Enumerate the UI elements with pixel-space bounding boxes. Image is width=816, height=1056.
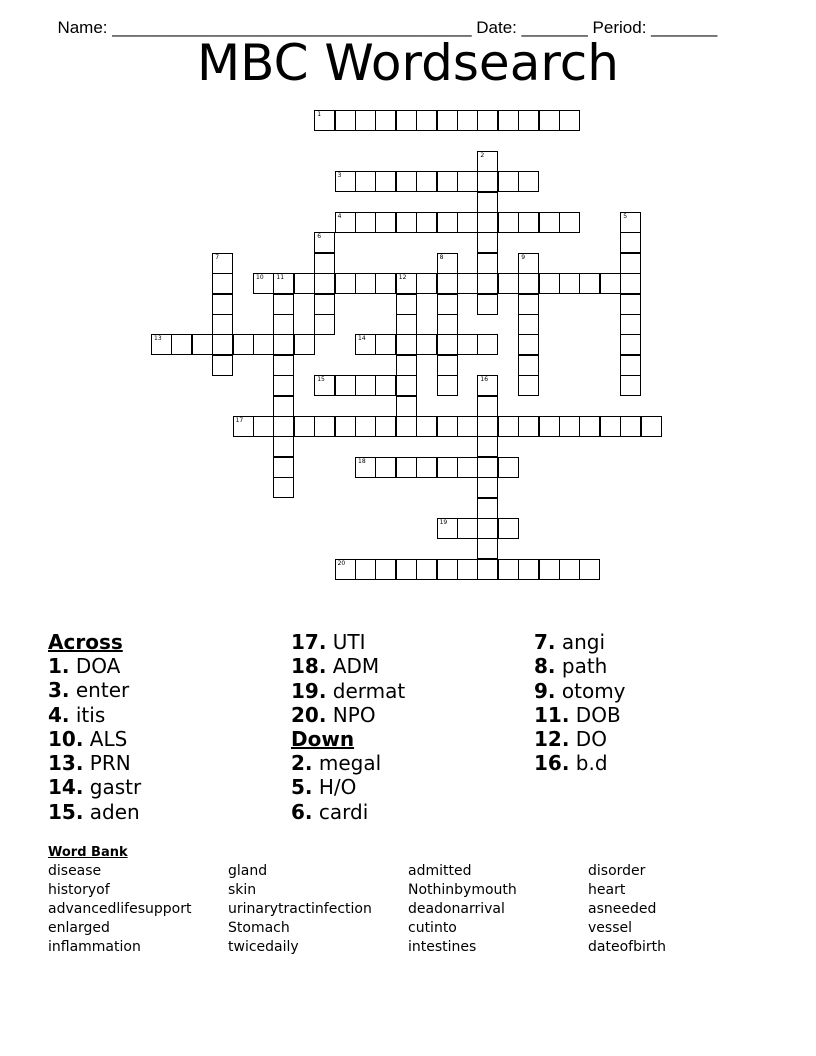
word-bank-word: advancedlifesupport — [48, 901, 192, 917]
clue-number: 4. — [48, 702, 70, 727]
crossword-cell[interactable] — [477, 334, 498, 355]
crossword-cell[interactable] — [151, 334, 172, 355]
clue-number: 9. — [534, 678, 556, 703]
across-clue-list — [48, 654, 141, 824]
clue-item — [534, 751, 626, 775]
crossword-cell[interactable] — [477, 498, 498, 519]
crossword-cell[interactable] — [559, 416, 580, 437]
clue-text: ADM — [332, 654, 380, 679]
clue-text: path — [561, 654, 608, 679]
clue-number: 10. — [48, 726, 84, 751]
period-label: Period: — [592, 18, 647, 37]
crossword-cell[interactable] — [335, 559, 356, 580]
crossword-cell[interactable] — [498, 518, 519, 539]
crossword-cell[interactable] — [212, 253, 233, 274]
crossword-cell[interactable] — [212, 355, 233, 376]
clues-column-3 — [534, 630, 626, 776]
crossword-cell[interactable] — [416, 110, 437, 131]
word-bank-word: twicedaily — [228, 939, 299, 955]
crossword-cell[interactable] — [477, 518, 498, 539]
crossword-cell[interactable] — [477, 538, 498, 559]
clue-text: otomy — [561, 678, 626, 703]
crossword-cell[interactable] — [437, 273, 458, 294]
clue-number: 16 — [480, 376, 489, 384]
word-bank-word: enlarged — [48, 920, 110, 936]
crossword-cell[interactable] — [457, 518, 478, 539]
crossword-cell[interactable] — [477, 232, 498, 253]
crossword-cell[interactable] — [641, 416, 662, 437]
crossword-cell[interactable] — [539, 212, 560, 233]
crossword-cell[interactable] — [314, 232, 335, 253]
word-bank-column-2 — [228, 862, 372, 957]
crossword-cell[interactable] — [355, 273, 376, 294]
crossword-cell[interactable] — [396, 273, 417, 294]
crossword-cell[interactable] — [396, 314, 417, 335]
crossword-cell[interactable] — [600, 416, 621, 437]
crossword-cell[interactable] — [477, 436, 498, 457]
word-bank-word: disorder — [588, 863, 646, 879]
crossword-cell[interactable] — [518, 559, 539, 580]
crossword-cell[interactable] — [192, 334, 213, 355]
crossword-cell[interactable] — [355, 559, 376, 580]
down-clue-list — [291, 751, 405, 824]
clue-text: DOB — [575, 702, 621, 727]
crossword-cell[interactable] — [437, 212, 458, 233]
crossword-cell[interactable] — [620, 232, 641, 253]
clue-text: enter — [75, 678, 130, 703]
clue-number: 12 — [398, 274, 407, 282]
crossword-cell[interactable] — [273, 436, 294, 457]
crossword-cell[interactable] — [396, 110, 417, 131]
clue-text: itis — [75, 702, 106, 727]
crossword-cell[interactable] — [620, 416, 641, 437]
crossword-cell[interactable] — [375, 212, 396, 233]
crossword-cell[interactable] — [620, 334, 641, 355]
crossword-cell[interactable] — [273, 355, 294, 376]
clue-item — [291, 703, 405, 727]
crossword-cell[interactable] — [477, 396, 498, 417]
crossword-cell[interactable] — [314, 294, 335, 315]
crossword-cell[interactable] — [620, 253, 641, 274]
crossword-cell[interactable] — [273, 477, 294, 498]
word-bank-word: skin — [228, 882, 257, 898]
crossword-cell[interactable] — [498, 559, 519, 580]
clue-text: H/O — [318, 775, 357, 800]
crossword-cell[interactable] — [233, 334, 254, 355]
crossword-cell[interactable] — [253, 334, 274, 355]
crossword-cell[interactable] — [539, 416, 560, 437]
clue-item — [48, 751, 141, 775]
crossword-cell[interactable] — [518, 110, 539, 131]
crossword-cell[interactable] — [396, 457, 417, 478]
crossword-cell[interactable] — [477, 375, 498, 396]
word-bank-word: cutinto — [408, 920, 457, 936]
clue-text: DOA — [75, 654, 121, 678]
crossword-cell[interactable] — [355, 334, 376, 355]
clue-number: 8 — [439, 253, 444, 261]
clue-item — [291, 679, 405, 703]
crossword-cell[interactable] — [273, 396, 294, 417]
crossword-cell[interactable] — [518, 253, 539, 274]
crossword-cell[interactable] — [396, 355, 417, 376]
clue-number: 6 — [317, 233, 322, 241]
crossword-cell[interactable] — [477, 416, 498, 437]
crossword-cell[interactable] — [375, 171, 396, 192]
crossword-cell[interactable] — [212, 314, 233, 335]
word-bank-word: admitted — [408, 863, 472, 879]
crossword-cell[interactable] — [396, 396, 417, 417]
crossword-cell[interactable] — [518, 314, 539, 335]
clue-number: 13 — [154, 335, 162, 343]
clue-number: 6. — [291, 799, 313, 824]
crossword-cell[interactable] — [477, 457, 498, 478]
word-bank-column-3 — [408, 862, 517, 957]
clue-text: aden — [89, 799, 140, 824]
clue-text: NPO — [332, 702, 376, 727]
date-field[interactable]: _______ — [516, 18, 593, 37]
clue-number: 20 — [337, 559, 346, 567]
clue-item — [534, 727, 626, 751]
crossword-cell[interactable] — [273, 416, 294, 437]
crossword-cell[interactable] — [457, 559, 478, 580]
crossword-cell[interactable] — [314, 110, 335, 131]
crossword-cell[interactable] — [457, 110, 478, 131]
clue-item — [48, 775, 141, 799]
crossword-cell[interactable] — [294, 416, 315, 437]
crossword-cell[interactable] — [457, 416, 478, 437]
crossword-cell[interactable] — [355, 457, 376, 478]
crossword-cell[interactable] — [314, 416, 335, 437]
name-field[interactable]: ______________________________________ — [107, 18, 477, 37]
crossword-cell[interactable] — [498, 110, 519, 131]
clues-column-1 — [48, 630, 141, 824]
crossword-cell[interactable] — [518, 171, 539, 192]
crossword-cell[interactable] — [416, 559, 437, 580]
clue-number: 3. — [48, 678, 70, 703]
crossword-cell[interactable] — [579, 559, 600, 580]
clue-item — [291, 751, 405, 775]
crossword-cell[interactable] — [437, 334, 458, 355]
word-bank-column-4 — [588, 862, 666, 957]
crossword-cell[interactable] — [396, 212, 417, 233]
crossword-cell[interactable] — [600, 273, 621, 294]
crossword-cell[interactable] — [253, 416, 274, 437]
crossword-cell[interactable] — [375, 559, 396, 580]
clue-number: 7 — [215, 253, 220, 261]
crossword-cell[interactable] — [273, 334, 294, 355]
word-bank-word: deadonarrival — [408, 901, 505, 917]
crossword-cell[interactable] — [559, 212, 580, 233]
crossword-cell[interactable] — [559, 273, 580, 294]
crossword-cell[interactable] — [477, 171, 498, 192]
clue-number: 3 — [337, 172, 342, 180]
crossword-cell[interactable] — [396, 375, 417, 396]
crossword-cell[interactable] — [437, 416, 458, 437]
crossword-cell[interactable] — [477, 273, 498, 294]
crossword-cell[interactable] — [396, 171, 417, 192]
crossword-cell[interactable] — [437, 171, 458, 192]
crossword-cell[interactable] — [335, 416, 356, 437]
crossword-cell[interactable] — [396, 416, 417, 437]
crossword-cell[interactable] — [518, 375, 539, 396]
crossword-cell[interactable] — [620, 212, 641, 233]
page-title: MBC Wordsearch — [197, 34, 619, 92]
crossword-cell[interactable] — [437, 253, 458, 274]
clue-number: 17 — [235, 417, 244, 424]
clue-number: 4 — [337, 213, 342, 220]
crossword-cell[interactable] — [416, 171, 437, 192]
crossword-cell[interactable] — [294, 334, 315, 355]
clue-number: 12. — [534, 727, 570, 752]
crossword-cell[interactable] — [396, 334, 417, 355]
down-heading: Down — [291, 727, 355, 752]
date-label: Date: — [476, 18, 517, 37]
name-label: Name: — [57, 18, 108, 37]
crossword-cell[interactable] — [457, 171, 478, 192]
clue-number: 11. — [534, 702, 570, 727]
clue-number: 15. — [48, 799, 84, 824]
clue-number: 8. — [534, 654, 556, 679]
clue-number: 16. — [534, 751, 570, 776]
crossword-cell[interactable] — [294, 273, 315, 294]
clue-text: cardi — [318, 799, 369, 824]
crossword-cell[interactable] — [518, 334, 539, 355]
crossword-cell[interactable] — [437, 518, 458, 539]
crossword-cell[interactable] — [314, 253, 335, 274]
crossword-cell[interactable] — [539, 110, 560, 131]
crossword-cell[interactable] — [273, 314, 294, 335]
crossword-cell[interactable] — [212, 294, 233, 315]
crossword-cell[interactable] — [498, 416, 519, 437]
clue-item — [48, 678, 141, 702]
crossword-cell[interactable] — [620, 314, 641, 335]
period-field[interactable]: _______ — [646, 18, 718, 37]
clue-text: gastr — [89, 775, 142, 800]
crossword-cell[interactable] — [518, 294, 539, 315]
crossword-cell[interactable] — [335, 212, 356, 233]
crossword-cell[interactable] — [171, 334, 192, 355]
clue-item — [291, 630, 405, 654]
crossword-cell[interactable] — [477, 212, 498, 233]
clue-text: ALS — [89, 726, 128, 751]
crossword-cell[interactable] — [416, 212, 437, 233]
clue-number: 17. — [291, 630, 327, 654]
word-bank-title: Word Bank — [48, 845, 128, 860]
clue-number: 1. — [48, 654, 70, 678]
crossword-cell[interactable] — [314, 375, 335, 396]
across-heading: Across — [48, 630, 123, 654]
crossword-cell[interactable] — [498, 212, 519, 233]
clue-number: 15 — [317, 376, 325, 384]
crossword-cell[interactable] — [620, 375, 641, 396]
crossword-cell[interactable] — [233, 416, 254, 437]
crossword-cell[interactable] — [437, 294, 458, 315]
crossword-cell[interactable] — [375, 334, 396, 355]
clue-item — [534, 703, 626, 727]
crossword-cell[interactable] — [620, 355, 641, 376]
crossword-cell[interactable] — [375, 273, 396, 294]
word-bank-word: vessel — [588, 920, 632, 936]
clue-number: 2. — [291, 751, 313, 776]
crossword-cell[interactable] — [416, 416, 437, 437]
crossword-cell[interactable] — [396, 294, 417, 315]
clues-column-2 — [291, 630, 405, 824]
crossword-cell[interactable] — [335, 171, 356, 192]
word-bank-word: inflammation — [48, 939, 141, 955]
word-bank-word: urinarytractinfection — [228, 901, 372, 917]
crossword-cell[interactable] — [620, 294, 641, 315]
crossword-cell[interactable] — [539, 559, 560, 580]
crossword-cell[interactable] — [518, 273, 539, 294]
word-bank-word: Nothinbymouth — [408, 882, 517, 898]
crossword-cell[interactable] — [579, 273, 600, 294]
word-bank-column-1 — [48, 862, 191, 957]
crossword-cell[interactable] — [457, 457, 478, 478]
clue-item — [291, 654, 405, 678]
crossword-cell[interactable] — [273, 273, 294, 294]
clue-number: 18 — [358, 457, 366, 465]
clue-item — [48, 703, 141, 727]
clue-item — [48, 727, 141, 751]
crossword-cell[interactable] — [437, 559, 458, 580]
word-bank-word: dateofbirth — [588, 939, 666, 955]
clue-text: UTI — [332, 630, 366, 654]
crossword-cell[interactable] — [396, 559, 417, 580]
clue-item — [534, 654, 626, 678]
crossword-cell[interactable] — [355, 375, 376, 396]
crossword-cell[interactable] — [539, 273, 560, 294]
across-clue-list-continued — [291, 630, 405, 727]
word-bank-word: heart — [588, 882, 626, 898]
crossword-cell[interactable] — [375, 375, 396, 396]
clue-text: DO — [575, 727, 607, 752]
clue-item — [48, 800, 141, 824]
crossword-cell[interactable] — [253, 273, 274, 294]
crossword-cell[interactable] — [335, 110, 356, 131]
crossword-cell[interactable] — [477, 192, 498, 213]
crossword-cell[interactable] — [416, 334, 437, 355]
crossword-cell[interactable] — [477, 477, 498, 498]
word-bank-word: historyof — [48, 882, 110, 898]
crossword-cell[interactable] — [559, 110, 580, 131]
clue-text: angi — [561, 630, 606, 654]
clue-number: 7. — [534, 630, 556, 654]
clue-number: 14. — [48, 775, 84, 800]
word-bank-word: Stomach — [228, 920, 290, 936]
clue-number: 13. — [48, 751, 84, 776]
crossword-cell[interactable] — [477, 110, 498, 131]
clue-text: dermat — [332, 678, 406, 703]
crossword-cell[interactable] — [477, 253, 498, 274]
crossword-cell[interactable] — [518, 212, 539, 233]
clue-text: b.d — [575, 751, 608, 776]
crossword-cell[interactable] — [579, 416, 600, 437]
crossword-cell[interactable] — [437, 375, 458, 396]
crossword-cell[interactable] — [477, 294, 498, 315]
clue-item — [48, 654, 141, 678]
crossword-cell[interactable] — [477, 151, 498, 172]
clue-number: 9 — [521, 253, 526, 261]
clue-text: PRN — [89, 751, 131, 776]
crossword-cell[interactable] — [416, 457, 437, 478]
crossword-cell[interactable] — [437, 314, 458, 335]
clue-number: 11 — [276, 274, 285, 282]
crossword-cell[interactable] — [437, 457, 458, 478]
crossword-cell[interactable] — [437, 355, 458, 376]
crossword-cell[interactable] — [355, 110, 376, 131]
down-clue-list-continued — [534, 630, 626, 776]
crossword-cell[interactable] — [375, 416, 396, 437]
word-bank-word: intestines — [408, 939, 477, 955]
clue-number: 2 — [480, 151, 485, 159]
crossword-cell[interactable] — [498, 273, 519, 294]
clue-number: 10 — [256, 274, 264, 282]
crossword-cell[interactable] — [314, 314, 335, 335]
crossword-cell[interactable] — [375, 110, 396, 131]
word-bank-word: disease — [48, 863, 102, 879]
clue-number: 19 — [439, 519, 448, 526]
crossword-cell[interactable] — [273, 457, 294, 478]
clue-number: 18. — [291, 654, 327, 679]
crossword-cell[interactable] — [518, 416, 539, 437]
crossword-cell[interactable] — [212, 273, 233, 294]
crossword-cell[interactable] — [212, 334, 233, 355]
crossword-cell[interactable] — [273, 294, 294, 315]
clue-item — [291, 800, 405, 824]
crossword-cell[interactable] — [498, 171, 519, 192]
crossword-cell[interactable] — [620, 273, 641, 294]
crossword-cell[interactable] — [518, 355, 539, 376]
crossword-cell[interactable] — [457, 212, 478, 233]
crossword-cell[interactable] — [335, 273, 356, 294]
crossword-cell[interactable] — [273, 375, 294, 396]
crossword-cell[interactable] — [437, 110, 458, 131]
crossword-cell[interactable] — [355, 416, 376, 437]
crossword-cell[interactable] — [355, 212, 376, 233]
crossword-cell[interactable] — [457, 334, 478, 355]
crossword-cell[interactable] — [314, 273, 335, 294]
crossword-cell[interactable] — [498, 457, 519, 478]
clue-item — [534, 630, 626, 654]
clue-number: 19. — [291, 678, 327, 703]
word-bank-word: asneeded — [588, 901, 657, 917]
clue-number: 20. — [291, 702, 327, 727]
word-bank-word: gland — [228, 863, 268, 879]
clue-item — [291, 775, 405, 799]
clue-number: 5. — [291, 775, 313, 800]
student-info-line — [48, 0, 717, 38]
crossword-cell[interactable] — [375, 457, 396, 478]
crossword-cell[interactable] — [416, 273, 437, 294]
clue-number: 1 — [317, 111, 322, 118]
crossword-cell[interactable] — [457, 273, 478, 294]
clue-number: 5 — [623, 213, 628, 220]
crossword-cell[interactable] — [559, 559, 580, 580]
clue-text: megal — [318, 751, 382, 776]
crossword-cell[interactable] — [335, 375, 356, 396]
clue-item — [534, 679, 626, 703]
crossword-cell[interactable] — [355, 171, 376, 192]
crossword-cell[interactable] — [477, 559, 498, 580]
clue-number: 14 — [358, 335, 366, 343]
